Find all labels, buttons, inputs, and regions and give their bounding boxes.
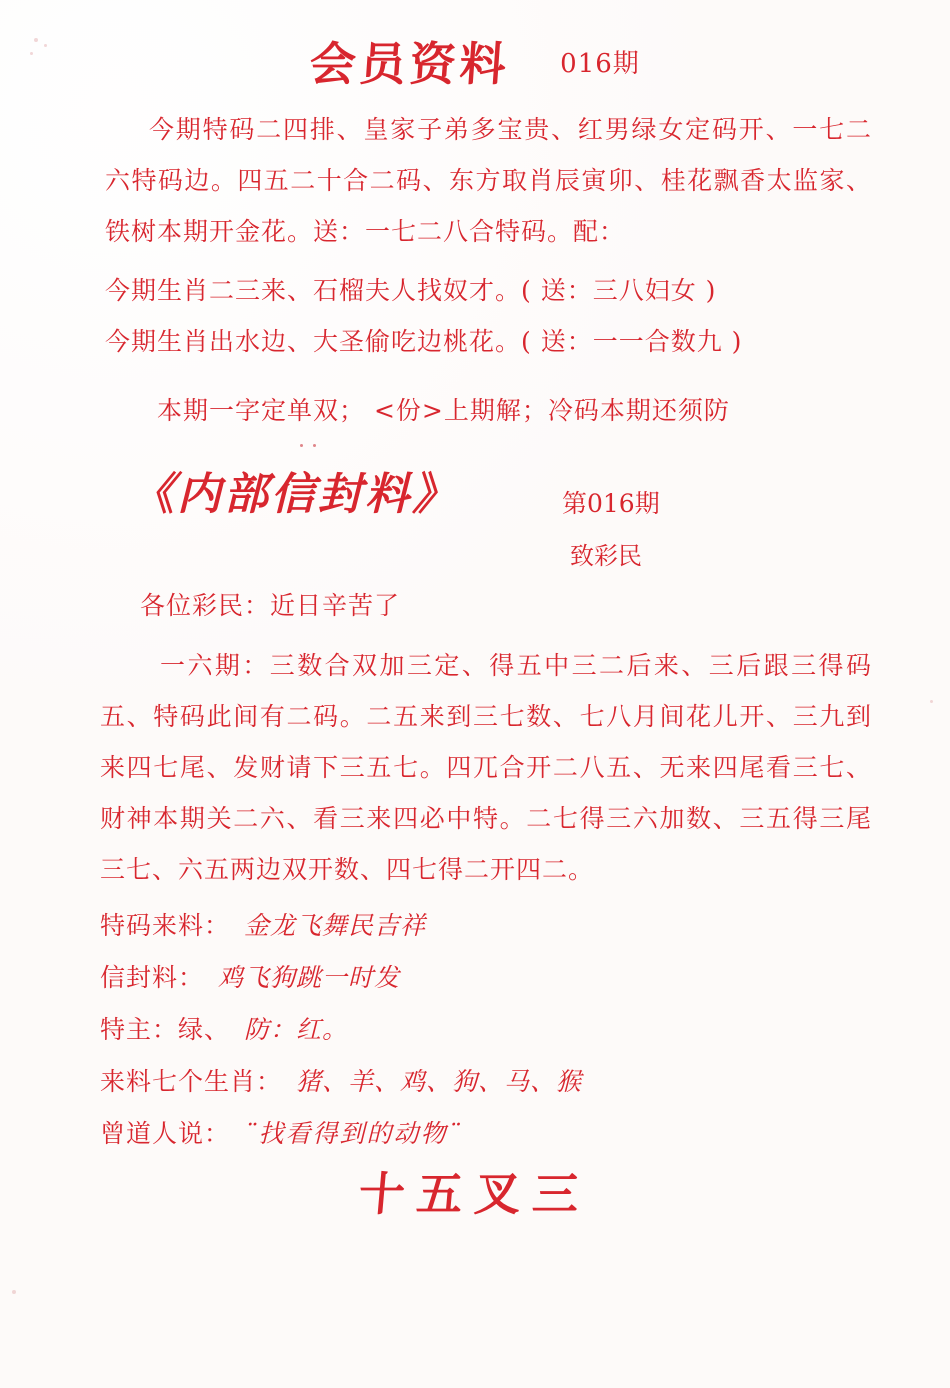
- field-label: 信封料：: [100, 963, 205, 992]
- field-row: [100, 1004, 900, 1056]
- field-value: 防：红。: [244, 1015, 349, 1044]
- section2-title: 《内部信封料》: [130, 469, 459, 520]
- section2-greeting: 各位彩民：近日辛苦了: [140, 591, 401, 620]
- field-value: ¨找看得到的动物¨: [244, 1119, 463, 1148]
- field-row: [100, 900, 900, 952]
- field-row: [100, 1108, 900, 1160]
- section1-paragraph-3: 今期生肖出水边、大圣偷吃边桃花。( 送：一一合数九 ): [105, 327, 743, 356]
- section2-addressee: 致彩民: [570, 542, 642, 570]
- section2-footer: 十五叉三: [356, 1167, 594, 1221]
- field-value: 猪、羊、鸡、狗、马、猴: [296, 1067, 583, 1096]
- section1-issue: 016期: [560, 48, 640, 79]
- section2-fields: [100, 900, 900, 1160]
- field-value: 金龙飞舞民吉祥: [244, 911, 427, 940]
- field-row: [100, 1056, 900, 1108]
- section1-paragraph-4: 本期一字定单双； <份>上期解；冷码本期还须防: [157, 396, 730, 425]
- field-label: 曾道人说：: [100, 1119, 231, 1148]
- speck-dot: [12, 1290, 16, 1294]
- section1-body: [0, 104, 950, 436]
- field-row: [100, 952, 900, 1004]
- section1-paragraph-1: 今期特码二四排、皇家子弟多宝贵、红男绿女定码开、一七二六特码边。四五二十合二码、东方取肖辰寅卯、桂花飘香太监家、铁树本期开金花。送：一七二八合特码。配：: [105, 115, 872, 246]
- field-label: 特主：绿、: [100, 1015, 231, 1044]
- field-value: 鸡飞狗跳一时发: [218, 963, 401, 992]
- section1-header: [0, 28, 950, 94]
- section2-issue: 第016期: [562, 489, 660, 518]
- field-label: 特码来料：: [100, 911, 231, 940]
- section1-paragraph-2: 今期生肖二三来、石榴夫人找奴才。( 送：三八妇女 ): [105, 276, 717, 305]
- page-title: 会员资料: [308, 37, 512, 91]
- decorative-dots: [300, 432, 326, 451]
- section2-body: [0, 640, 950, 895]
- section2-paragraph: 一六期：三数合双加三定、得五中三二后来、三后跟三得码五、特码此间有二码。二五来到三七数、七八月间花儿开、三九到来四七尾、发财请下三五七。四兀合开二八五、无来四尾看三七、财神本期关二六、看三来四必中特。二七得三六加数、三五得三尾三七、六五两边双开数、四七得二开四二。: [100, 651, 872, 884]
- field-label: 来料七个生肖：: [100, 1067, 283, 1096]
